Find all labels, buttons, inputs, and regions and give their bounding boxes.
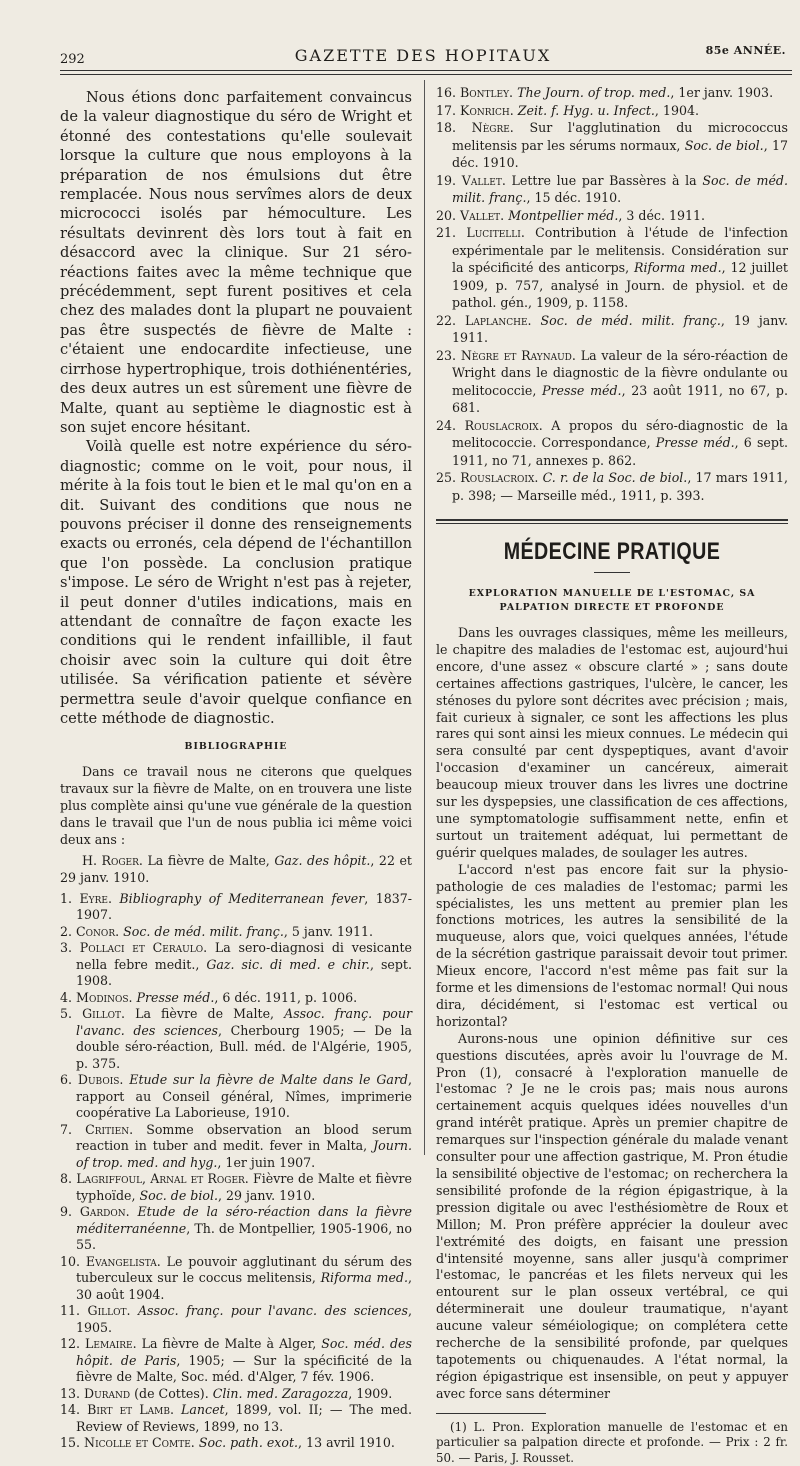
right-column (436, 84, 788, 1466)
reference-list-continued (436, 84, 788, 504)
reference-pre: La fièvre de Malte à Alger, (141, 1336, 322, 1352)
bibliography-heading: BIBLIOGRAPHIE (184, 741, 288, 753)
footnote-rule (436, 1413, 546, 1414)
reference-num: 10. (60, 1253, 81, 1269)
reference-text: , 15 déc. 1910. (526, 190, 622, 205)
reference-author: Nicolle et Comte. (84, 1435, 195, 1451)
reference-author: Critien. (85, 1121, 134, 1137)
reference-text: , 19 janv. 1911. (452, 312, 788, 345)
reference-num: 7. (60, 1121, 73, 1137)
article-paragraph: Aurons-nous une opinion définitive sur ces questions discutées, après avoir lu l'ouvrage de M. Pron (1), consacré à l'exploration manuelle de l'estomac ? Je ne le crois pas; mais nous aurons certainement acquis quelques idées nouvelles d'un grand intérêt pratique. Après un premier chapitre de remarques sur l'inspection générale du malade venant consulter pour une affection gastrique, M. Pron étudie la sensibilité objective de l'estomac; on recherchera la sensibilité profonde de la région épigastrique, à la pression digitale ou avec l'esthésiomètre de Roux et Millon; M. Pron préfère apprécier la douleur avec l'extrémité des doigts, en faisant une pression d'intensité moyenne, sans aller jusqu'à comprimer l'estomac, le pancréas et les filets nerveux qui les entourent sur le plan osseux vertébral, ce qui déterminerait une douleur traumatique, n'ayant aucune valeur séméiologique; on complétera cette recherche de la sensibilité profonde, par quelques tapotements ou chiquenaudes. A l'état normal, la région épigastrique est insensible, on peut y appuyer avec force sans déterminer (436, 1030, 788, 1401)
reference-source: Soc. de méd. milit. franç. (123, 923, 284, 939)
reference-source: Soc. path. exot. (198, 1435, 299, 1451)
page-header (60, 44, 786, 68)
reference-author: Nègre et Raynaud. (460, 347, 576, 363)
reference-item (60, 1171, 412, 1204)
reference-author: Dubois. (77, 1072, 124, 1088)
reference-pre: La valeur de la séro-réaction de Wright dans le diagnostic de la fièvre ondulante ou melitococcie, (452, 347, 788, 398)
reference-num: 17. (436, 102, 457, 118)
reference-text: , 13 avril 1910. (298, 1435, 395, 1451)
reference-pre: Sur l'agglutination du micrococcus melitensis par les sérums normaux, (452, 120, 788, 153)
reference-num: 11. (60, 1303, 81, 1319)
reference-num: 20. (436, 207, 457, 223)
reference-pre: (de Cottes). (134, 1385, 213, 1401)
reference-source: Zeit. f. Hyg. u. Infect. (517, 102, 655, 118)
reference-text: , 1909. (348, 1385, 393, 1401)
reference-item (436, 207, 788, 225)
reference-num: 2. (60, 923, 73, 939)
reference-source: Bibliography of Mediterranean fever (119, 890, 365, 906)
column-separator (424, 80, 425, 1155)
left-column (60, 88, 412, 1452)
reference-item (436, 84, 788, 102)
bibliography-intro: Dans ce travail nous ne citerons que quelques travaux sur la fièvre de Malte, on en trouvera une liste plus complète ainsi qu'une vue générale de la question dans le travail que l'un de nous publia ici même voici deux ans : (60, 764, 412, 848)
reference-source: Assoc. franç. pour l'avanc. des sciences (137, 1303, 408, 1319)
reference-author: Durand (84, 1385, 131, 1401)
reference-pre: La fièvre de Malte, (135, 1006, 285, 1022)
reference-num: 15. (60, 1435, 81, 1451)
reference-num: 22. (436, 312, 457, 328)
reference-item (436, 224, 788, 312)
reference-item (60, 891, 412, 924)
reference-item (60, 1254, 412, 1304)
reference-text: , 5 janv. 1911. (283, 923, 374, 939)
reference-item (436, 469, 788, 504)
reference-author: Lagriffoul, Arnal et Roger. (76, 1171, 249, 1187)
reference-source: Presse méd. (655, 435, 735, 450)
reference-num: 14. (60, 1402, 81, 1418)
reference-text: , 6 sept. 1911, no 71, annexes p. 862. (452, 435, 788, 468)
reference-source: Soc. de biol. (684, 137, 764, 153)
reference-author: Vallet. (461, 172, 506, 188)
page-number: 292 (60, 52, 85, 67)
reference-source: Soc. de méd. milit. franç. (452, 172, 788, 205)
reference-text: , 17 mars 1911, p. 398; — Marseille méd., 1911, p. 393. (452, 470, 788, 503)
reference-author: Lucitelli. (466, 225, 525, 240)
reference-text: , 1904. (654, 102, 699, 118)
reference-author: Eyre. (79, 890, 112, 906)
reference-num: 12. (60, 1336, 81, 1352)
reference-item (60, 940, 412, 990)
reference-num: 8. (60, 1171, 73, 1187)
reference-pre: Lettre lue par Bassères à la (511, 172, 703, 188)
reference-text: , 1er juin 1907. (217, 1154, 316, 1170)
reference-source: Soc. de biol. (139, 1187, 218, 1203)
reference-item (60, 1386, 412, 1403)
reference-author: Nègre. (471, 120, 514, 135)
header-rule-2 (60, 74, 792, 75)
reference-text: , 29 janv. 1910. (217, 1187, 316, 1203)
reference-author: Evangelista. (85, 1253, 161, 1269)
article-title: EXPLORATION MANUELLE DE L'ESTOMAC, SA PALPATION DIRECTE ET PROFONDE (468, 588, 756, 613)
reference-item (60, 1336, 412, 1386)
reference-source: Assoc. franç. pour l'avanc. des sciences (76, 1006, 412, 1038)
footnote: (1) L. Pron. Exploration manuelle de l'estomac et en particulier sa palpation directe et profonde. — Prix : 2 fr. 50. — Paris, J. Rousset. (436, 1419, 788, 1465)
article-paragraph: Dans les ouvrages classiques, même les meilleurs, le chapitre des maladies de l'estomac est, aujourd'hui encore, d'une assez « obscure clarté » ; sans doute certaines affections gastriques, l'ulcère, le cancer, les sténoses du pylore sont décrites avec précision ; mais, fait curieux à signaler, ce sont les affections les plus rares qui sont ainsi les mieux connues. Le médecin qui sera consulté par cent dyspeptiques, avant d'avoir l'occasion d'examiner un cancéreux, aimerait beaucoup mieux trouver dans les livres une doctrine sur les dyspepsies, une classification de ces affections, une symptomatologie suffisamment nette, enfin et surtout un traitement adéquat, lui permettant de guérir quelques malades, de soulager les autres. (436, 625, 788, 860)
reference-pre: A propos du séro-diagnostic de la melitococcie. Correspondance, (452, 417, 788, 450)
reference-item (60, 924, 412, 941)
reference-text: , 1837-1907. (76, 890, 413, 923)
reference-item (436, 347, 788, 417)
reference-item (60, 1122, 412, 1172)
reference-num: 18. (436, 120, 457, 135)
reference-text: , Th. de Montpellier, 1905-1906, no 55. (76, 1220, 412, 1253)
reference-item (436, 119, 788, 172)
bibliography-lead: H. Roger. La fièvre de Malte, Gaz. des hôpit., 22 et 29 janv. 1910. (60, 852, 412, 885)
reference-source: C. r. de la Soc. de biol. (542, 470, 688, 485)
section-title: MÉDECINE PRATIQUE (503, 538, 721, 565)
reference-num: 1. (60, 890, 73, 906)
reference-source: Presse méd. (542, 382, 622, 398)
reference-pre: La sero-diagnosi di vesicante nella febre medit., (76, 940, 412, 972)
section-divider (436, 519, 788, 524)
body-paragraph: Voilà quelle est notre expérience du séro-diagnostic; comme on le voit, pour nous, il mérite à la fois tout le bien et le mal qu'on en a dit. Suivant des conditions que nous ne pouvons préciser il donne des renseignements exacts ou erronés, cela dépend de l'échantillon que l'on possède. La conclusion pratique s'impose. Le séro de Wright n'est pas à rejeter, il peut donner d'utiles indications, mais en attendant de connaître de façon exacte les conditions qui le rendent infaillible, il faut choisir avec soin la culture qui doit être utilisée. Sa vérification patiente et sévère permettra seule d'avoir quelque confiance en cette méthode de diagnostic. (60, 438, 412, 727)
reference-author: Birt et Lamb. (87, 1402, 174, 1418)
reference-num: 5. (60, 1006, 73, 1022)
reference-num: 24. (436, 417, 457, 433)
reference-pre: Contribution à l'étude de l'infection expérimentale par le melitensis. Considération sur la spécificité des anticorps, (452, 225, 788, 275)
reference-source: Clin. med. Zaragozza (212, 1385, 349, 1401)
reference-text: , 12 juillet 1909, p. 757, analysé in Journ. de physiol. et de pathol. gén., 1909, p. 1158. (452, 260, 788, 310)
reference-author: Bontley. (460, 85, 514, 100)
reference-item (60, 1402, 412, 1435)
reference-author: Gillot. (87, 1303, 131, 1319)
reference-text: , 1905; — Sur la spécificité de la fièvre de Malte, Soc. méd. d'Alger, 7 fév. 1906. (76, 1352, 413, 1385)
reference-author: Rouslacroix. (460, 470, 539, 485)
reference-source: Riforma med. (320, 1270, 408, 1286)
reference-text: , Cherbourg 1905; — De la double séro-réaction, Bull. méd. de l'Algérie, 1905, p. 375. (76, 1022, 412, 1071)
reference-author: Laplanche. (464, 312, 532, 328)
reference-author: Lemaire. (85, 1336, 137, 1352)
reference-text: , 1er janv. 1903. (670, 85, 774, 100)
reference-source: Etude sur la fièvre de Malte dans le Gard (129, 1072, 408, 1088)
journal-title: GAZETTE DES HOPITAUX (294, 46, 552, 65)
article-paragraph: L'accord n'est pas encore fait sur la physio-pathologie de ces maladies de l'estomac; parmi les spécialistes, les uns mettent au premier plan les fonctions motrices, les autres la sensibilité de la muqueuse, alors que, voici quelques années, l'étude de la sécrétion gastrique paraissait devoir tout primer. Mieux encore, l'accord n'est même pas fait sur la forme et les dimensions de l'estomac normal! Qui nous dira, décidément, si l'estomac est vertical ou horizontal? (436, 861, 788, 1029)
reference-source: Soc. méd. des hôpit. de Paris (76, 1336, 412, 1368)
reference-source: Presse méd. (136, 989, 215, 1005)
body-paragraph: Nous étions donc parfaitement convaincus de la valeur diagnostique du séro de Wright et étonné des contestations qu'elle soulevait lorsque la culture que nous employons à la préparation de nos émulsions dut être remplacée. Nous nous servîmes alors de deux micrococci isolés par hémoculture. Les résultats devinrent dès lors tout à fait en désaccord avec la clinique. Sur 21 séro-réactions faites avec la même technique que précédemment, sept furent positives et cela chez des malades dont la plupart ne pouvaient pas être suspectés de fièvre de Malte : c'étaient une endocardite infectieuse, une cirrhose hypertrophique, trois dothiénentéries, des deux autres un est sûrement une fièvre de Malte, quant au septième le diagnostic est à son sujet encore hésitant. (60, 89, 412, 436)
reference-pre: Le pouvoir agglutinant du sérum des tuberculeux sur le coccus melitensis, (76, 1253, 412, 1286)
reference-text: , 3 déc. 1911. (618, 207, 706, 223)
reference-item (60, 990, 412, 1007)
reference-num: 13. (60, 1385, 81, 1401)
title-rule (594, 572, 630, 573)
reference-item (60, 1006, 412, 1072)
reference-num: 9. (60, 1204, 73, 1220)
reference-pre: Fièvre de Malte et fièvre typhoïde, (76, 1171, 412, 1203)
reference-num: 16. (436, 85, 457, 100)
reference-num: 23. (436, 347, 457, 363)
reference-author: Gillot. (82, 1006, 126, 1022)
reference-item (436, 172, 788, 207)
reference-text: , 1899, vol. II; — The med. Review of Reviews, 1899, no 13. (76, 1402, 412, 1434)
reference-source: Montpellier méd. (508, 207, 619, 223)
reference-num: 3. (60, 940, 73, 956)
reference-author: Gardon. (79, 1204, 130, 1220)
reference-source: Lancet (181, 1402, 225, 1418)
reference-source: Riforma med. (634, 260, 722, 275)
reference-item (60, 1435, 412, 1452)
reference-pre: Somme observation an blood serum reaction in tuber and medit. fever in Malta, (76, 1121, 412, 1154)
reference-item (60, 1072, 412, 1122)
reference-author: Pollaci et Ceraulo. (79, 940, 208, 956)
reference-num: 6. (60, 1072, 73, 1088)
reference-item (436, 417, 788, 470)
reference-text: , 17 déc. 1910. (452, 137, 788, 170)
reference-author: Konrich. (460, 102, 514, 118)
reference-text: , 30 août 1904. (76, 1270, 412, 1302)
reference-author: Modinos. (76, 989, 133, 1005)
reference-item (436, 102, 788, 120)
reference-source: Gaz. sic. di med. e chir. (206, 956, 370, 972)
reference-source: Etude de la séro-réaction dans la fièvre méditerranéenne (76, 1204, 412, 1236)
reference-num: 25. (436, 470, 457, 485)
reference-num: 4. (60, 989, 73, 1005)
reference-author: Conor. (76, 923, 120, 939)
reference-text: , rapport au Conseil général, Nîmes, imprimerie coopérative La Laborieuse, 1910. (76, 1072, 412, 1121)
reference-text: , 23 août 1911, no 67, p. 681. (452, 382, 789, 415)
reference-author: Vallet. (460, 207, 505, 223)
reference-text: , 1905. (76, 1303, 412, 1335)
header-rule (60, 70, 792, 71)
reference-num: 19. (436, 172, 457, 188)
reference-item (436, 312, 788, 347)
year-label: 85e ANNÉE. (705, 44, 786, 57)
reference-source: The Journ. of trop. med. (517, 85, 671, 100)
reference-text: , sept. 1908. (76, 956, 412, 989)
reference-list (60, 891, 412, 1452)
reference-num: 21. (436, 225, 457, 240)
reference-item (60, 1303, 412, 1336)
reference-item (60, 1204, 412, 1254)
reference-author: Rouslacroix. (464, 417, 543, 433)
reference-source: Soc. de méd. milit. franç. (540, 312, 721, 328)
reference-text: , 6 déc. 1911, p. 1006. (214, 989, 358, 1005)
reference-source: Journ. of trop. med. and hyg. (76, 1138, 412, 1170)
